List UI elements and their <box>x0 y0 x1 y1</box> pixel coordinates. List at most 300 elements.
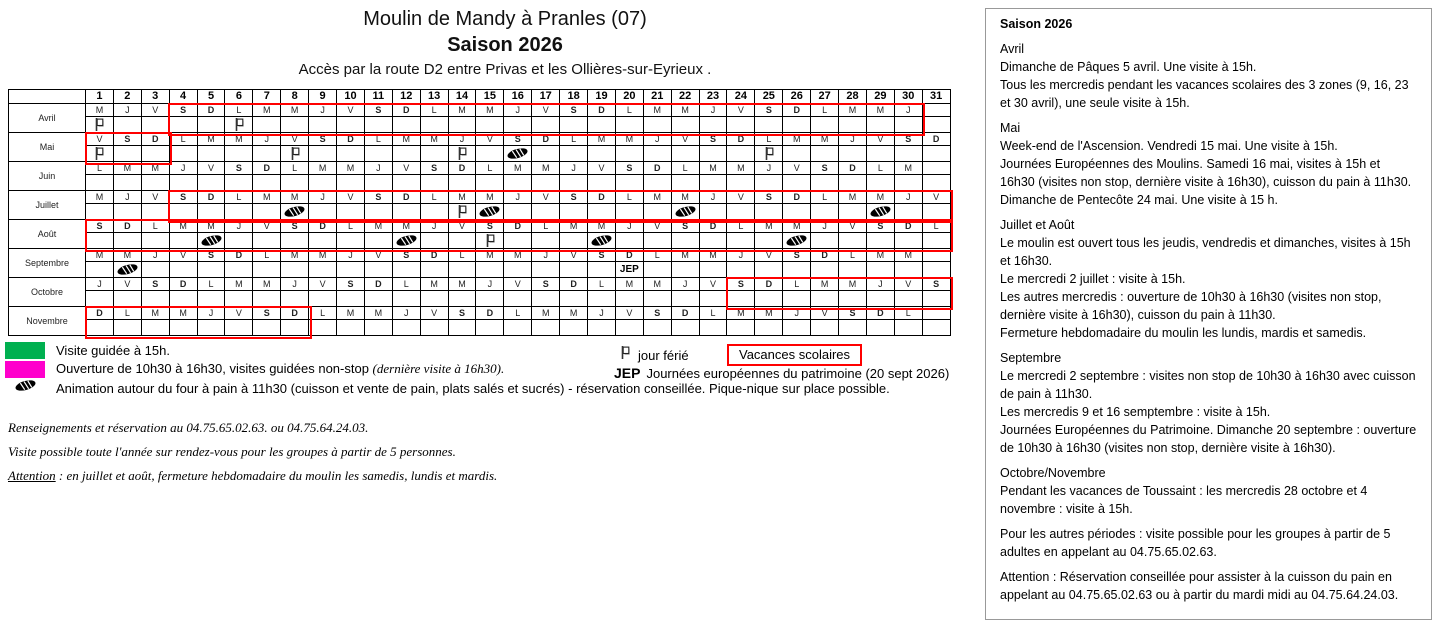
day-letter-cell: V <box>392 162 420 175</box>
day-letter-cell: M <box>476 191 504 204</box>
day-cell <box>420 146 448 162</box>
day-letter-cell: M <box>476 249 504 262</box>
day-letter-cell: M <box>504 249 532 262</box>
day-letter-cell: D <box>420 249 448 262</box>
day-cell-visit <box>643 233 671 249</box>
day-cell <box>560 320 588 336</box>
day-number-header: 18 <box>560 90 588 104</box>
month-label: Août <box>9 220 86 249</box>
day-cell <box>141 233 169 249</box>
day-cell <box>643 117 671 133</box>
day-cell-open-bread <box>588 233 616 249</box>
day-letter-cell: V <box>699 278 727 291</box>
day-letter-cell: S <box>894 133 922 146</box>
day-letter-cell: V <box>532 191 560 204</box>
day-letter-cell: M <box>615 278 643 291</box>
day-letter-cell: D <box>392 191 420 204</box>
day-letter-cell: L <box>922 220 950 233</box>
day-cell-visit <box>86 204 114 220</box>
day-cell <box>727 262 755 278</box>
day-letter-cell: M <box>755 220 783 233</box>
day-cell <box>420 291 448 307</box>
day-letter-cell: S <box>253 307 281 320</box>
legend-open-label: Ouverture de 10h30 à 16h30, visites guidées non-stop <box>56 361 373 376</box>
day-letter-cell: M <box>783 220 811 233</box>
info-line: Fermeture hebdomadaire du moulin les lundis, mardis et samedis. <box>1000 326 1367 340</box>
day-letter-cell: D <box>755 278 783 291</box>
day-letter-cell: D <box>866 307 894 320</box>
day-letter-cell: J <box>671 278 699 291</box>
day-letter-cell: J <box>309 104 337 117</box>
day-letter-cell: V <box>504 278 532 291</box>
day-cell <box>643 262 671 278</box>
day-letter-cell: M <box>141 162 169 175</box>
day-letter-cell: J <box>588 307 616 320</box>
day-letter-cell: D <box>643 162 671 175</box>
legend-jep <box>614 365 949 381</box>
day-letter-cell: J <box>504 191 532 204</box>
day-cell <box>86 320 114 336</box>
day-letter-cell: J <box>699 191 727 204</box>
day-number-header: 26 <box>783 90 811 104</box>
day-cell <box>615 291 643 307</box>
day-letter-cell: L <box>86 162 114 175</box>
day-number-header: 31 <box>922 90 950 104</box>
day-letter-cell: J <box>839 133 867 146</box>
day-cell <box>588 146 616 162</box>
day-number-header: 10 <box>337 90 365 104</box>
day-cell-open-bread <box>504 146 532 162</box>
empty-day-cell <box>922 104 950 117</box>
day-cell <box>615 146 643 162</box>
day-cell-visit <box>615 233 643 249</box>
day-cell <box>532 320 560 336</box>
day-letter-cell: D <box>476 307 504 320</box>
day-letter-cell: M <box>169 220 197 233</box>
day-letter-cell: M <box>253 278 281 291</box>
day-cell-visit <box>169 320 197 336</box>
day-cell <box>532 233 560 249</box>
day-cell <box>699 117 727 133</box>
day-letter-cell: M <box>811 278 839 291</box>
day-number-header: 13 <box>420 90 448 104</box>
page-header <box>0 6 1010 82</box>
day-cell <box>727 175 755 191</box>
day-number-header: 21 <box>643 90 671 104</box>
day-letter-cell: J <box>783 307 811 320</box>
day-cell-ferie <box>281 146 309 162</box>
day-cell <box>169 117 197 133</box>
day-letter-cell: V <box>253 220 281 233</box>
legend-ferie-label: jour férié <box>638 347 689 363</box>
day-letter-cell: J <box>141 249 169 262</box>
day-cell <box>839 204 867 220</box>
day-cell <box>560 117 588 133</box>
day-letter-cell: D <box>671 307 699 320</box>
day-letter-cell: M <box>448 278 476 291</box>
day-number-header: 20 <box>615 90 643 104</box>
day-letter-cell: V <box>337 104 365 117</box>
day-letter-cell: D <box>113 220 141 233</box>
day-letter-cell: M <box>643 104 671 117</box>
day-letter-cell: V <box>755 249 783 262</box>
day-letter-cell: D <box>588 104 616 117</box>
day-cell <box>755 117 783 133</box>
day-letter-cell: V <box>727 191 755 204</box>
day-cell-ferie <box>476 233 504 249</box>
day-cell <box>169 146 197 162</box>
day-cell <box>197 262 225 278</box>
day-cell-open-bread <box>476 204 504 220</box>
day-letter-cell: J <box>448 133 476 146</box>
day-letter-cell: V <box>448 220 476 233</box>
day-cell <box>448 117 476 133</box>
day-cell <box>169 262 197 278</box>
day-cell <box>364 117 392 133</box>
day-cell-open-bread <box>197 233 225 249</box>
day-letter-cell: J <box>86 278 114 291</box>
day-letter-cell: V <box>922 191 950 204</box>
month-label: Juillet <box>9 191 86 220</box>
day-letter-cell: V <box>476 133 504 146</box>
day-number-header: 11 <box>364 90 392 104</box>
day-letter-cell: S <box>392 249 420 262</box>
day-number-header: 9 <box>309 90 337 104</box>
day-cell <box>86 262 114 278</box>
day-letter-cell: L <box>615 191 643 204</box>
note-line: Visite possible toute l'année sur rendez-vous pour les groupes à partir de 5 personnes. <box>8 444 456 459</box>
day-number-header: 28 <box>839 90 867 104</box>
day-cell <box>86 233 114 249</box>
day-cell <box>420 117 448 133</box>
info-gap <box>1000 342 1417 349</box>
bread-icon <box>674 205 697 218</box>
day-letter-cell: M <box>643 278 671 291</box>
info-line: Pendant les vacances de Toussaint : les mercredis 28 octobre et 4 novembre : visite à 15h. <box>1000 484 1368 516</box>
day-cell-visit <box>922 204 950 220</box>
day-number-header: 6 <box>225 90 253 104</box>
day-cell <box>839 117 867 133</box>
day-letter-cell: V <box>727 104 755 117</box>
day-cell <box>866 320 894 336</box>
day-cell <box>727 320 755 336</box>
day-cell-visit <box>699 204 727 220</box>
day-letter-cell: S <box>560 104 588 117</box>
empty-day-cell <box>922 175 950 191</box>
day-cell <box>894 117 922 133</box>
day-cell <box>364 320 392 336</box>
day-letter-cell: L <box>476 162 504 175</box>
day-cell-visit <box>197 204 225 220</box>
legend-flag-icon-holder <box>620 346 630 364</box>
day-letter-cell: L <box>420 104 448 117</box>
day-letter-cell: M <box>476 104 504 117</box>
day-letter-cell: D <box>169 278 197 291</box>
day-cell-visit <box>113 233 141 249</box>
bread-icon <box>116 263 139 276</box>
day-letter-cell: V <box>197 162 225 175</box>
day-letter-cell: M <box>894 249 922 262</box>
day-letter-cell: M <box>839 191 867 204</box>
day-cell <box>309 146 337 162</box>
flag-icon <box>234 118 244 131</box>
day-letter-cell: V <box>309 278 337 291</box>
day-cell <box>532 291 560 307</box>
day-letter-cell: M <box>364 307 392 320</box>
month-label: Juin <box>9 162 86 191</box>
day-letter-cell: D <box>615 249 643 262</box>
day-cell-visit <box>113 204 141 220</box>
day-number-header: 3 <box>141 90 169 104</box>
day-cell <box>309 291 337 307</box>
day-cell <box>141 262 169 278</box>
month-label: Novembre <box>9 307 86 336</box>
day-cell <box>671 233 699 249</box>
day-cell-visit <box>671 117 699 133</box>
day-letter-cell: L <box>532 220 560 233</box>
legend-jep-abbr: JEP <box>614 365 641 381</box>
day-letter-cell: M <box>588 133 616 146</box>
day-cell-ferie <box>755 146 783 162</box>
day-letter-cell: D <box>253 162 281 175</box>
day-letter-cell: J <box>560 162 588 175</box>
day-letter-cell: M <box>866 249 894 262</box>
day-letter-cell: M <box>113 249 141 262</box>
day-cell <box>615 175 643 191</box>
day-letter-cell: J <box>113 104 141 117</box>
day-letter-cell: L <box>727 220 755 233</box>
day-cell <box>588 320 616 336</box>
info-line: Les mercredis 9 et 16 semptembre : visite à 15h. <box>1000 405 1271 419</box>
day-cell <box>811 320 839 336</box>
day-cell-visit <box>839 291 867 307</box>
day-letter-cell: L <box>783 278 811 291</box>
day-cell <box>532 175 560 191</box>
day-letter-cell: S <box>86 220 114 233</box>
day-number-header: 14 <box>448 90 476 104</box>
day-cell <box>337 233 365 249</box>
day-number-header: 22 <box>671 90 699 104</box>
day-letter-cell: M <box>727 162 755 175</box>
day-cell-visit <box>448 233 476 249</box>
day-letter-cell: M <box>197 220 225 233</box>
day-letter-cell: V <box>141 104 169 117</box>
day-letter-cell: D <box>392 104 420 117</box>
day-cell <box>86 175 114 191</box>
day-cell <box>476 262 504 278</box>
day-letter-cell: J <box>476 278 504 291</box>
day-letter-cell: S <box>839 307 867 320</box>
day-letter-cell: M <box>309 249 337 262</box>
day-letter-cell: S <box>337 278 365 291</box>
flag-icon <box>485 234 495 247</box>
day-cell <box>141 320 169 336</box>
day-number-header: 7 <box>253 90 281 104</box>
day-cell <box>783 175 811 191</box>
day-cell <box>504 320 532 336</box>
day-cell <box>448 262 476 278</box>
info-line: Le mercredi 2 septembre : visites non stop de 10h30 à 16h30 avec cuisson de pain à 11h30. <box>1000 369 1416 401</box>
day-number-header: 5 <box>197 90 225 104</box>
day-letter-cell: D <box>839 162 867 175</box>
day-cell <box>811 291 839 307</box>
day-letter-cell: D <box>699 220 727 233</box>
day-letter-cell: M <box>615 133 643 146</box>
day-letter-cell: S <box>922 278 950 291</box>
day-letter-cell: V <box>364 249 392 262</box>
day-cell <box>253 204 281 220</box>
day-cell <box>560 175 588 191</box>
day-cell <box>392 320 420 336</box>
day-cell <box>364 146 392 162</box>
day-letter-cell: M <box>337 307 365 320</box>
day-letter-cell: M <box>420 278 448 291</box>
day-letter-cell: M <box>253 104 281 117</box>
info-line: Septembre <box>1000 351 1062 365</box>
day-cell <box>671 262 699 278</box>
day-cell <box>337 291 365 307</box>
day-letter-cell: M <box>281 104 309 117</box>
day-cell <box>225 320 253 336</box>
legend-row-bread <box>5 379 890 397</box>
day-letter-cell: S <box>866 220 894 233</box>
day-letter-cell: V <box>643 220 671 233</box>
day-cell-visit <box>253 233 281 249</box>
day-cell <box>839 262 867 278</box>
day-cell <box>197 146 225 162</box>
day-letter-cell: M <box>866 191 894 204</box>
day-letter-cell: S <box>309 133 337 146</box>
day-cell <box>169 291 197 307</box>
day-cell <box>86 291 114 307</box>
day-cell <box>476 175 504 191</box>
info-line: Attention : Réservation conseillée pour assister à la cuisson du pain en appelant au 04.75.65.02.63 ou à partir du mardi midi au 04.75.64.24.03. <box>1000 570 1399 602</box>
day-letter-cell: L <box>643 249 671 262</box>
day-cell-visit <box>699 233 727 249</box>
day-cell <box>866 175 894 191</box>
day-letter-cell: L <box>420 191 448 204</box>
day-letter-cell: V <box>141 191 169 204</box>
day-cell <box>699 146 727 162</box>
day-letter-cell: J <box>727 249 755 262</box>
info-gap <box>1000 561 1417 568</box>
day-cell <box>922 291 950 307</box>
day-letter-cell: J <box>866 278 894 291</box>
day-cell <box>281 291 309 307</box>
day-letter-cell: D <box>783 191 811 204</box>
day-letter-cell: J <box>113 191 141 204</box>
day-letter-cell: V <box>839 220 867 233</box>
day-letter-cell: L <box>811 191 839 204</box>
day-cell <box>281 262 309 278</box>
info-line: Journées Européennes du Patrimoine. Dimanche 20 septembre : ouverture de 10h30 à 16h30 (visites non stop, dernière visite à 16h30). <box>1000 423 1417 455</box>
day-cell-visit <box>504 262 532 278</box>
day-cell <box>476 320 504 336</box>
day-letter-cell: S <box>671 220 699 233</box>
flag-icon <box>94 147 104 160</box>
day-letter-cell: L <box>169 133 197 146</box>
day-number-header: 27 <box>811 90 839 104</box>
info-line: Mai <box>1000 121 1021 135</box>
day-letter-cell: V <box>894 278 922 291</box>
info-line: Week-end de l'Ascension. Vendredi 15 mai. Une visite à 15h. <box>1000 139 1338 153</box>
day-letter-cell: V <box>588 162 616 175</box>
day-letter-cell: J <box>281 278 309 291</box>
empty-day-cell <box>922 307 950 320</box>
day-cell-visit <box>281 117 309 133</box>
day-cell <box>141 117 169 133</box>
info-line: Le moulin est ouvert tous les jeudis, vendredis et dimanches, visites à 15h et 16h30. <box>1000 236 1411 268</box>
day-letter-cell: M <box>86 191 114 204</box>
day-cell <box>615 117 643 133</box>
day-letter-cell: D <box>141 133 169 146</box>
day-letter-cell: M <box>866 104 894 117</box>
day-letter-cell: M <box>86 249 114 262</box>
day-cell-visit <box>225 233 253 249</box>
day-letter-cell: J <box>225 220 253 233</box>
day-letter-cell: L <box>894 307 922 320</box>
day-letter-cell: M <box>197 133 225 146</box>
day-cell-visit <box>504 204 532 220</box>
day-letter-cell: M <box>364 220 392 233</box>
day-letter-cell: V <box>866 133 894 146</box>
day-letter-cell: L <box>141 220 169 233</box>
day-letter-cell: M <box>86 104 114 117</box>
day-cell <box>532 262 560 278</box>
day-cell <box>281 320 309 336</box>
day-cell <box>448 291 476 307</box>
day-letter-cell: D <box>560 278 588 291</box>
day-cell <box>281 233 309 249</box>
legend-bread-icon-holder <box>5 379 45 397</box>
day-letter-cell: M <box>727 307 755 320</box>
bread-icon <box>506 147 529 160</box>
day-cell <box>560 146 588 162</box>
day-letter-cell: L <box>504 307 532 320</box>
day-cell-visit <box>141 204 169 220</box>
day-letter-cell: L <box>309 307 337 320</box>
day-letter-cell: L <box>866 162 894 175</box>
day-cell <box>699 291 727 307</box>
day-cell <box>894 291 922 307</box>
day-letter-cell: S <box>560 191 588 204</box>
season-calendar <box>8 89 951 336</box>
day-cell <box>699 175 727 191</box>
day-letter-cell: D <box>727 133 755 146</box>
day-cell <box>253 291 281 307</box>
info-line: Avril <box>1000 42 1025 56</box>
day-cell <box>504 175 532 191</box>
day-letter-cell: D <box>309 220 337 233</box>
day-cell-ferie <box>225 117 253 133</box>
day-cell <box>197 175 225 191</box>
day-letter-cell: M <box>699 162 727 175</box>
day-letter-cell: M <box>113 162 141 175</box>
empty-day-cell <box>922 249 950 262</box>
day-cell-open-bread <box>783 233 811 249</box>
day-letter-cell: D <box>86 307 114 320</box>
day-cell <box>337 117 365 133</box>
info-panel <box>985 8 1432 620</box>
flag-icon <box>457 205 467 218</box>
day-letter-cell: S <box>169 104 197 117</box>
day-cell-visit <box>337 204 365 220</box>
day-letter-cell: L <box>337 220 365 233</box>
note-line: Attention : en juillet et août, fermeture hebdomadaire du moulin les samedis, lundis et mardis. <box>8 468 498 483</box>
day-letter-cell: L <box>560 133 588 146</box>
day-letter-cell: L <box>197 278 225 291</box>
empty-day-cell <box>922 162 950 175</box>
